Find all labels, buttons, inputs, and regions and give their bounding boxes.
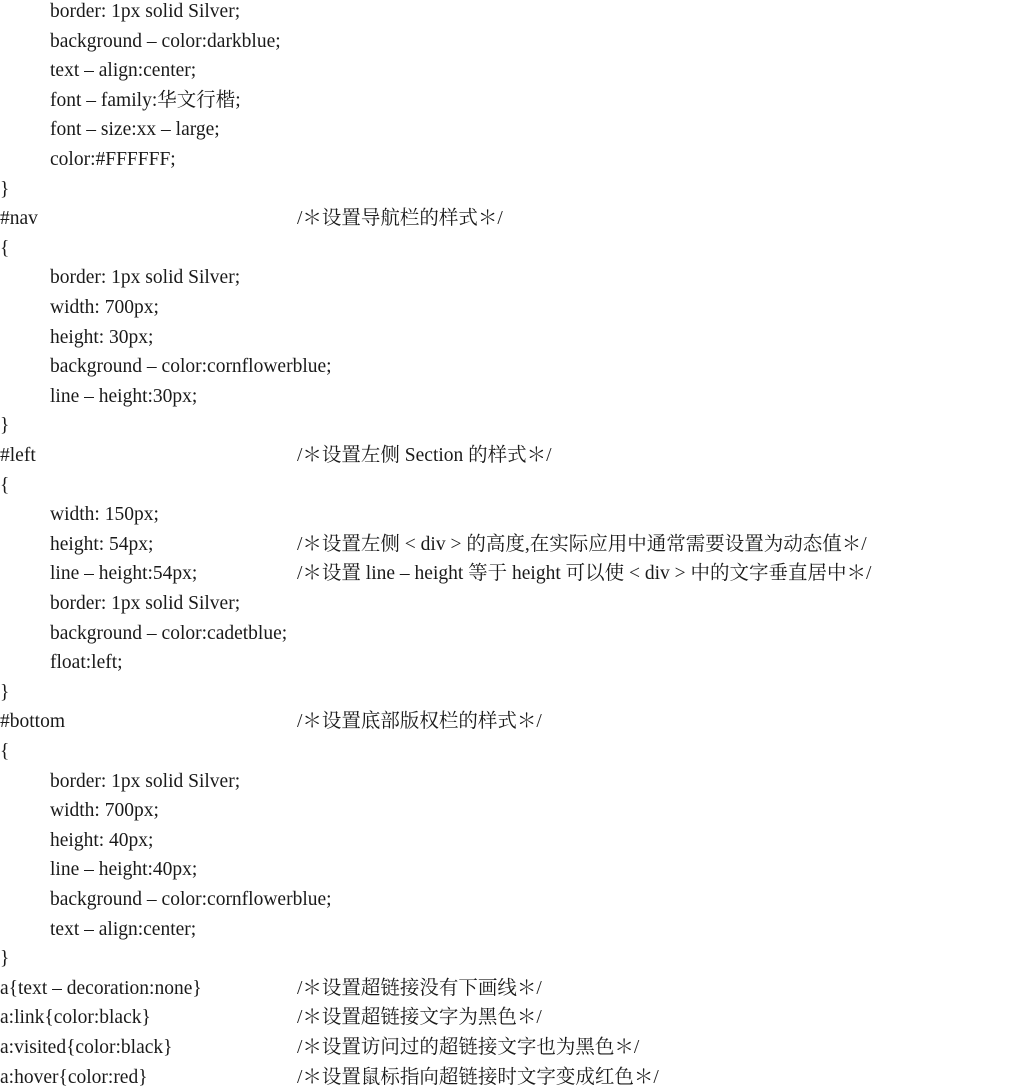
code-line: [0, 1063, 1030, 1092]
code-line: [0, 974, 1030, 1004]
code-line: [0, 826, 1030, 856]
code-comment: /＊设置左侧 < div > 的高度,在实际应用中通常需要设置为动态值＊/: [297, 533, 867, 555]
code-text: text – align:center;: [50, 918, 197, 940]
code-text: line – height:30px;: [50, 385, 198, 407]
code-line: [0, 352, 1030, 382]
code-line: [0, 0, 1030, 27]
code-line: [0, 678, 1030, 708]
code-text: height: 54px;: [50, 533, 154, 555]
code-text: line – height:40px;: [50, 859, 198, 881]
code-text: background – color:cadetblue;: [50, 622, 288, 644]
code-line: [0, 382, 1030, 412]
code-text: }: [0, 948, 10, 970]
code-text: border: 1px solid Silver;: [50, 593, 241, 614]
code-text: width: 150px;: [50, 504, 159, 526]
code-line: [0, 441, 1030, 471]
code-line: [0, 767, 1030, 797]
code-line: [0, 796, 1030, 826]
code-line: [0, 263, 1030, 293]
code-line: [0, 411, 1030, 441]
code-line: [0, 234, 1030, 264]
code-text: a:visited{color:black}: [0, 1037, 173, 1058]
code-line: [0, 1003, 1030, 1033]
code-comment: /＊设置超链接文字为黑色＊/: [297, 1007, 542, 1029]
code-text: width: 700px;: [50, 800, 159, 822]
code-line: [0, 1033, 1030, 1063]
code-comment: /＊设置访问过的超链接文字也为黑色＊/: [297, 1037, 640, 1058]
code-text: font – family:华文行楷;: [50, 89, 241, 111]
code-line: [0, 589, 1030, 619]
code-text: a{text – decoration:none}: [0, 977, 202, 999]
code-text: text – align:center;: [50, 60, 197, 82]
code-text: background – color:cornflowerblue;: [50, 356, 332, 378]
code-text: border: 1px solid Silver;: [50, 1, 241, 22]
code-text: {: [0, 237, 10, 259]
code-line: [0, 944, 1030, 974]
code-text: float:left;: [50, 652, 123, 674]
code-line: [0, 175, 1030, 205]
code-text: border: 1px solid Silver;: [50, 267, 241, 289]
code-text: }: [0, 415, 10, 437]
code-line: [0, 471, 1030, 501]
code-comment: /＊设置 line – height 等于 height 可以使 < div > 中的文字垂直居中＊/: [297, 563, 872, 585]
code-text: }: [0, 178, 10, 200]
code-text: #bottom: [0, 711, 66, 733]
code-line: [0, 86, 1030, 116]
code-line: [0, 204, 1030, 234]
code-text: a:link{color:black}: [0, 1007, 151, 1029]
code-text: width: 700px;: [50, 297, 159, 318]
code-line: [0, 323, 1030, 353]
code-comment: /＊设置超链接没有下画线＊/: [297, 977, 542, 999]
code-text: }: [0, 681, 10, 703]
code-line: [0, 737, 1030, 767]
code-line: [0, 885, 1030, 915]
code-text: font – size:xx – large;: [50, 119, 220, 141]
code-comment: /＊设置鼠标指向超链接时文字变成红色＊/: [297, 1066, 659, 1088]
code-line: [0, 648, 1030, 678]
code-line: [0, 915, 1030, 945]
code-text: height: 40px;: [50, 829, 154, 851]
code-text: a:hover{color:red}: [0, 1066, 148, 1088]
code-text: #left: [0, 445, 36, 466]
code-line: [0, 530, 1030, 560]
code-line: [0, 27, 1030, 57]
code-line: [0, 619, 1030, 649]
code-text: line – height:54px;: [50, 563, 198, 585]
code-line: [0, 855, 1030, 885]
code-text: color:#FFFFFF;: [50, 149, 176, 170]
code-line: [0, 559, 1030, 589]
code-line: [0, 115, 1030, 145]
code-text: background – color:cornflowerblue;: [50, 889, 332, 910]
code-text: background – color:darkblue;: [50, 30, 281, 52]
code-comment: /＊设置导航栏的样式＊/: [297, 208, 503, 230]
code-text: {: [0, 474, 10, 496]
code-comment: /＊设置底部版权栏的样式＊/: [297, 711, 542, 733]
code-line: [0, 145, 1030, 175]
code-line: [0, 56, 1030, 86]
code-text: {: [0, 741, 10, 762]
code-text: #nav: [0, 208, 38, 230]
code-line: [0, 293, 1030, 323]
code-line: [0, 500, 1030, 530]
code-text: border: 1px solid Silver;: [50, 770, 241, 792]
code-line: [0, 707, 1030, 737]
code-text: height: 30px;: [50, 326, 154, 348]
code-comment: /＊设置左侧 Section 的样式＊/: [297, 445, 552, 466]
